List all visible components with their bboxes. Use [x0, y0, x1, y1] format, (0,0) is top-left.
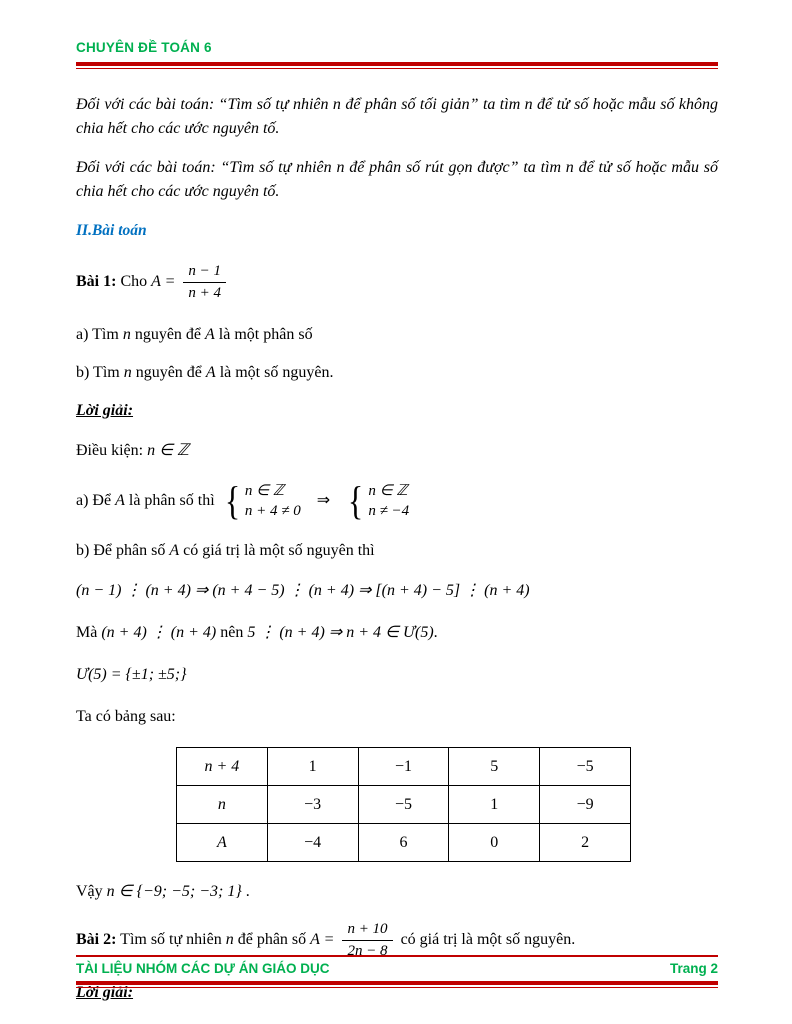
table-cell: 1 [449, 786, 540, 824]
page-footer [76, 955, 718, 988]
bai2-formula-lhs: A = [310, 931, 335, 949]
table-cell: 6 [358, 824, 449, 862]
table-cell: 1 [267, 748, 358, 786]
header-rule [76, 62, 718, 69]
conclusion-line: Vậy n ∈ {−9; −5; −3; 1} . [76, 883, 250, 901]
table-cell: 0 [449, 824, 540, 862]
table-cell: −9 [540, 786, 631, 824]
footer-left-text: TÀI LIỆU NHÓM CÁC DỰ ÁN GIÁO DỤC [76, 961, 330, 976]
table-cell: −3 [267, 786, 358, 824]
value-table [176, 747, 631, 862]
intro-paragraph-1: Đối với các bài toán: “Tìm số tự nhiên n để phân số tối giản” ta tìm n để tử số hoặc mẫu số không chia hết cho các ước nguyên tố. [76, 96, 718, 137]
bai2-fraction: $\frac{n + 10}{2n - 8}$ [342, 920, 392, 961]
loi-giai-heading-1: Lời giải: [76, 401, 134, 419]
case-system-1: { n ∈ ℤ n + 4 ≠ 0 [224, 478, 301, 523]
bai1-formula-lhs: A = [151, 273, 176, 291]
bai1-label: Bài 1: [76, 273, 117, 291]
bai1-fraction: $\frac{n - 1}{n + 4}$ [183, 262, 226, 303]
divisibility-chain: (n − 1) ⋮ (n + 4) ⇒ (n + 4 − 5) ⋮ (n + 4) ⇒ [(n + 4) − 5] ⋮ (n + 4) [76, 582, 530, 600]
table-row [177, 748, 631, 786]
uoc-line: Ư(5) = {±1; ±5;} [76, 666, 187, 684]
document-body [76, 69, 718, 1005]
table-cell: A [177, 824, 268, 862]
bai2-label: Bài 2: [76, 931, 117, 949]
table-intro: Ta có bảng sau: [76, 708, 176, 726]
table-row [177, 824, 631, 862]
table-cell: −5 [358, 786, 449, 824]
bai1-solution-b-intro: b) Để phân số A có giá trị là một số nguyên thì [76, 542, 375, 560]
table-cell: n [177, 786, 268, 824]
table-cell: −5 [540, 748, 631, 786]
footer-page-number: Trang 2 [669, 961, 718, 976]
footer-bottom-rule [76, 981, 718, 988]
dieu-kien-line: Điều kiện: n ∈ ℤ [76, 441, 189, 459]
bai1-statement: Bài 1: Cho A = $\frac{n - 1}{n + 4}$ [76, 260, 718, 305]
section-heading: II.Bài toán [76, 222, 147, 239]
left-brace: { [348, 478, 364, 523]
bai1-item-a: a) Tìm n nguyên để A là một phân số [76, 325, 313, 343]
table-cell: 5 [449, 748, 540, 786]
header-title: CHUYÊN ĐỀ TOÁN 6 [76, 40, 212, 55]
loi-giai-heading-2: Lời giải: [76, 983, 134, 1001]
ma-line: Mà (n + 4) ⋮ (n + 4) nên 5 ⋮ (n + 4) ⇒ n + 4 ∈ Ư(5). [76, 624, 438, 642]
implies-arrow: ⇒ [316, 491, 331, 509]
table-cell: 2 [540, 824, 631, 862]
table-cell: n + 4 [177, 748, 268, 786]
left-brace: { [224, 478, 240, 523]
table-row [177, 786, 631, 824]
intro-paragraph-2: Đối với các bài toán: “Tìm số tự nhiên n để phân số rút gọn được” ta tìm n để tử số hoặc mẫu số chia hết cho các ước nguyên tố. [76, 159, 718, 200]
case-system-2: { n ∈ ℤ n ≠ −4 [348, 478, 410, 523]
bai1-solution-a: a) Để A là phân số thì { n ∈ ℤ n + 4 ≠ 0 ⇒ { n ∈ ℤ n ≠ −4 [76, 478, 410, 523]
table-cell: −4 [267, 824, 358, 862]
table-cell: −1 [358, 748, 449, 786]
bai2-statement: Bài 2: Tìm số tự nhiên n để phân số A = $\frac{n + 10}{2n - 8}$ có giá trị là một số nguyên. [76, 921, 576, 959]
bai1-item-b: b) Tìm n nguyên để A là một số nguyên. [76, 363, 334, 381]
